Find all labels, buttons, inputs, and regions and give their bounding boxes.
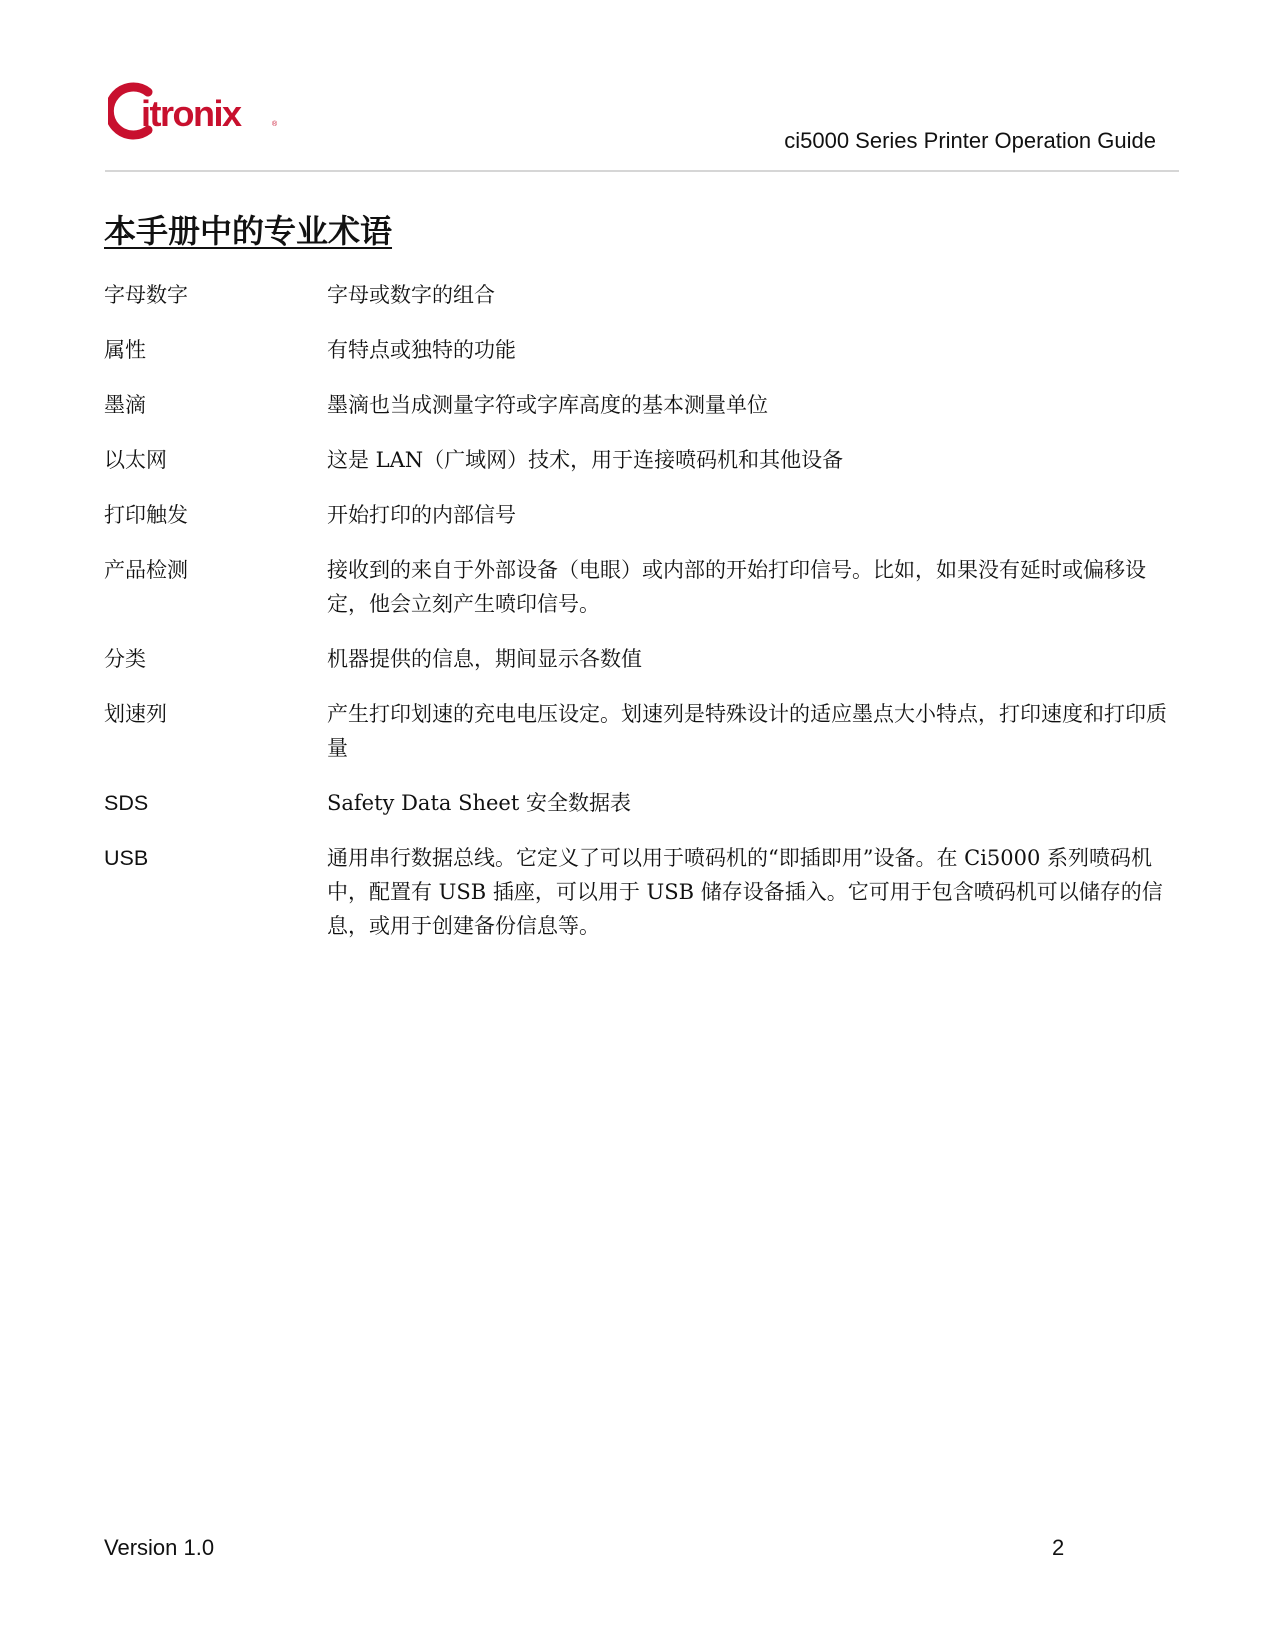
glossary-row [104,841,1174,943]
svg-text:itronix: itronix [141,93,241,134]
glossary-list [104,278,1174,964]
glossary-term: 墨滴 [104,393,146,417]
glossary-row [104,786,1174,820]
glossary-definition: 机器提供的信息，期间显示各数值 [327,647,642,671]
glossary-term: USB [104,846,149,870]
page-header [0,0,1275,172]
glossary-definition: 接收到的来自于外部设备（电眼）或内部的开始打印信号。比如，如果没有延时或偏移设定，他会立刻产生喷印信号。 [327,558,1146,616]
glossary-definition: 产生打印划速的充电电压设定。划速列是特殊设计的适应墨点大小特点，打印速度和打印质量 [327,702,1167,760]
glossary-row [104,333,1174,367]
glossary-term: 分类 [104,647,146,671]
glossary-definition: 有特点或独特的功能 [327,338,516,362]
glossary-term: 字母数字 [104,283,188,307]
glossary-definition: Safety Data Sheet 安全数据表 [327,791,631,815]
glossary-definition: 通用串行数据总线。它定义了可以用于喷码机的“即插即用”设备。在 Ci5000 系列喷码机中，配置有 USB 插座，可以用于 USB 储存设备插入。它可用于包含喷码机可以储存的信息，或用于创建备份信息等。 [327,846,1163,938]
header-divider [105,170,1179,172]
glossary-row [104,498,1174,532]
glossary-term: 属性 [104,338,146,362]
glossary-row [104,388,1174,422]
glossary-row [104,697,1174,765]
glossary-row [104,278,1174,312]
glossary-term: 划速列 [104,702,167,726]
glossary-term: 以太网 [104,448,167,472]
footer-page-number: 2 [1052,1535,1065,1560]
svg-text:®: ® [272,121,278,128]
glossary-term: 产品检测 [104,558,188,582]
glossary-definition: 这是 LAN（广域网）技术，用于连接喷码机和其他设备 [327,448,844,472]
page-title: 本手册中的专业术语 [104,212,393,250]
footer-version: Version 1.0 [104,1535,215,1560]
glossary-term: 打印触发 [104,503,188,527]
glossary-definition: 开始打印的内部信号 [327,503,516,527]
glossary-definition: 字母或数字的组合 [327,283,495,307]
glossary-row [104,443,1174,477]
document-title: ci5000 Series Printer Operation Guide [784,128,1156,153]
glossary-term: SDS [104,791,149,815]
glossary-definition: 墨滴也当成测量字符或字库高度的基本测量单位 [327,393,768,417]
glossary-row [104,553,1174,621]
citronix-logo [108,80,283,142]
glossary-row [104,642,1174,676]
